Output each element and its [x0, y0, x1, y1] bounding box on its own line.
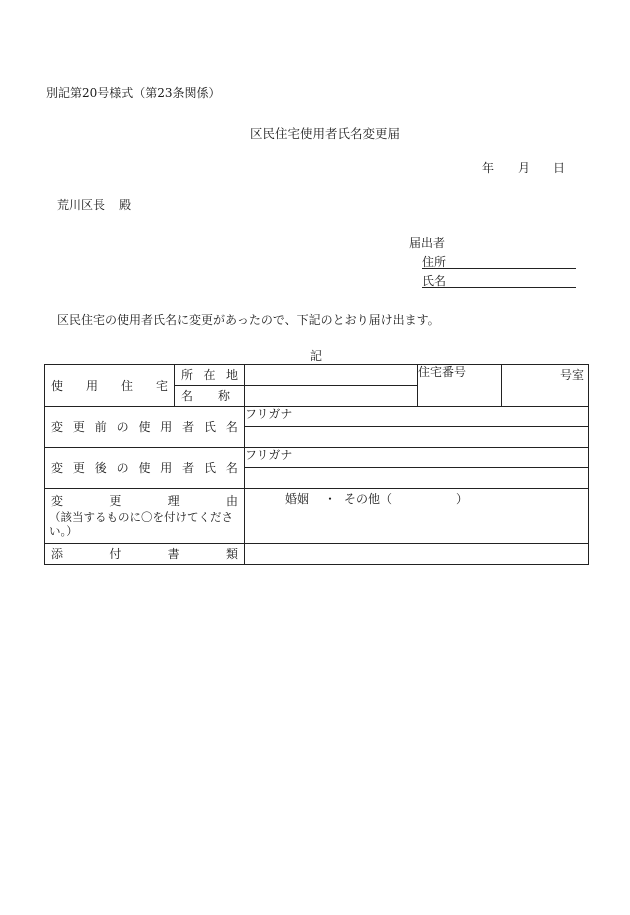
after-name-field[interactable]	[245, 468, 589, 489]
after-furigana-label: フリガナ	[245, 448, 293, 462]
attachments-label-cell	[45, 544, 245, 565]
before-name-field[interactable]	[245, 427, 589, 448]
housing-label-cell	[45, 365, 175, 407]
unit-number-label: 住宅番号	[418, 365, 467, 379]
addressee-name: 荒川区長	[57, 198, 106, 212]
attachments-field[interactable]	[245, 544, 589, 565]
room-label: 号室	[559, 368, 584, 382]
form-table	[44, 364, 589, 565]
reason-note: （該当するものに〇を付けてください。）	[49, 510, 233, 538]
applicant-address-label: 住所	[422, 255, 447, 269]
before-furigana-field[interactable]	[245, 407, 589, 427]
location-field[interactable]	[245, 365, 418, 386]
date-year-label: 年	[482, 161, 495, 175]
reason-other-close-paren: ）	[456, 492, 469, 506]
before-name-label-cell	[45, 407, 245, 448]
addressee	[57, 198, 131, 212]
reason-label-cell	[45, 489, 245, 544]
room-number-field[interactable]	[502, 365, 589, 407]
addressee-honorific: 殿	[119, 198, 132, 212]
attachments-label: 添 付 書 類	[51, 547, 238, 561]
applicant-address-underline	[422, 268, 576, 269]
reason-field[interactable]	[245, 489, 589, 544]
date-month-label: 月	[518, 161, 531, 175]
date-day-label: 日	[553, 161, 566, 175]
document-title: 区民住宅使用者氏名変更届	[250, 126, 401, 141]
after-name-label: 変 更 後 の 使 用 者 氏 名	[51, 461, 238, 475]
after-name-label-cell	[45, 448, 245, 489]
housing-label: 使 用 住 宅	[51, 378, 168, 393]
reason-label: 変 更 理 由	[51, 494, 238, 508]
applicant-label: 届出者	[409, 236, 446, 250]
applicant-name-label: 氏名	[422, 274, 447, 288]
unit-number-label-cell	[418, 365, 502, 407]
reason-option-other[interactable]: その他（	[344, 492, 393, 506]
applicant-name-underline	[422, 287, 576, 288]
before-name-label: 変 更 前 の 使 用 者 氏 名	[51, 420, 238, 434]
reason-option-marriage[interactable]: 婚姻	[285, 492, 310, 506]
building-name-label-cell	[175, 386, 245, 407]
building-name-field[interactable]	[245, 386, 418, 407]
location-label-cell	[175, 365, 245, 386]
before-furigana-label: フリガナ	[245, 407, 293, 421]
building-name-label: 名 称	[181, 389, 230, 403]
reason-option-separator: ・	[324, 492, 337, 506]
after-furigana-field[interactable]	[245, 448, 589, 468]
location-label: 所 在 地	[181, 368, 238, 382]
ki-heading: 記	[310, 349, 323, 363]
statement-text: 区民住宅の使用者氏名に変更があったので、下記のとおり届け出ます。	[57, 313, 440, 327]
form-number: 別記第20号様式（第23条関係）	[46, 86, 221, 100]
